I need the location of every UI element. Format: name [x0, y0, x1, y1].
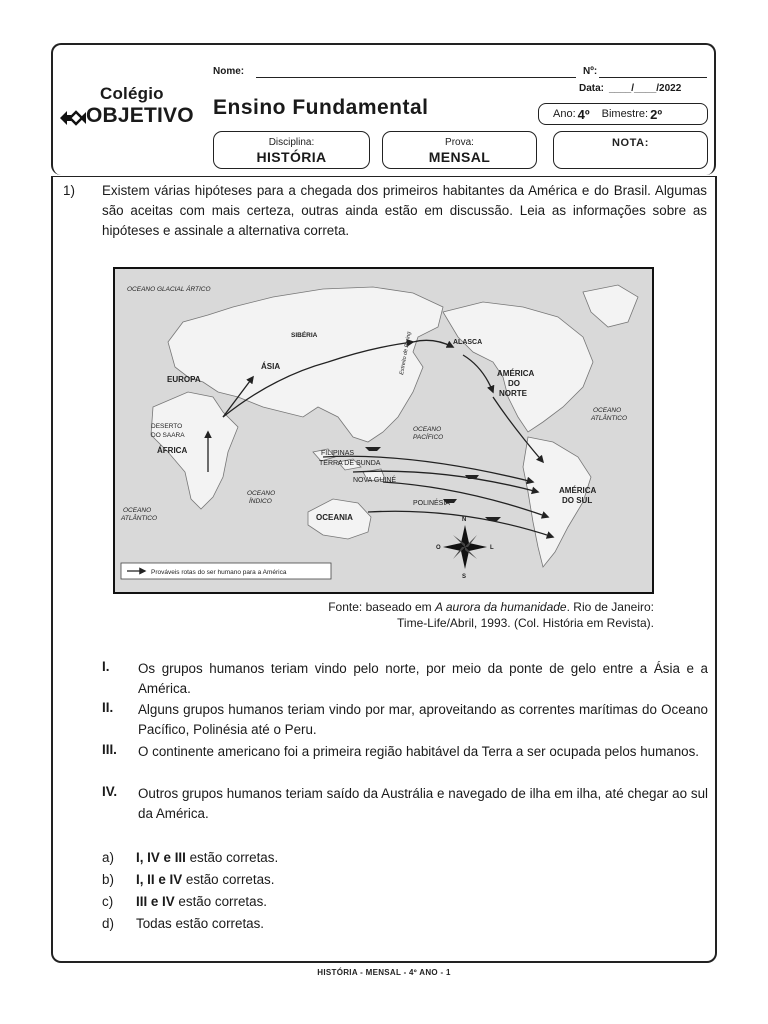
bimestre-label: Bimestre:: [601, 108, 649, 120]
map-legend: [121, 563, 331, 579]
disciplina-label: Disciplina:: [268, 137, 315, 148]
nome-field[interactable]: [256, 77, 576, 78]
map-label-america-norte-2: DO: [508, 379, 520, 388]
map-label-ocean-arctic: OCEANO GLACIAL ÁRTICO: [127, 286, 211, 293]
map-label-bering: Estreito de Bering: [399, 331, 413, 376]
option-b[interactable]: [102, 872, 274, 887]
map-label-oceano-pacifico-1: OCEANO: [413, 426, 442, 433]
nome-label: Nome:: [213, 66, 245, 77]
option-b-text: estão corretas.: [182, 872, 275, 887]
map-label-africa: ÁFRICA: [157, 446, 188, 455]
map-label-filipinas: FILIPINAS: [321, 450, 355, 457]
statement-1-text: Os grupos humanos teriam vindo pelo norte, por meio da ponte de gelo entre a Ásia e a América.: [138, 661, 708, 696]
map-label-america-norte-3: NORTE: [499, 389, 527, 398]
map-label-oceano-atlantico-r2: ATLÂNTICO: [591, 415, 627, 422]
source-prefix: Fonte: baseado em: [328, 600, 435, 614]
numero-label: Nº:: [583, 66, 598, 77]
map-label-terra-sunda: TERRA DE SUNDA: [319, 460, 381, 467]
map-label-europa: EUROPA: [167, 375, 201, 384]
map-label-oceano-pacifico-2: PACÍFICO: [413, 434, 444, 441]
bimestre-value: 2º: [650, 106, 663, 122]
option-d-text: Todas estão corretas.: [136, 916, 265, 931]
source-line2: Time-Life/Abril, 1993. (Col. História em Revista).: [397, 616, 654, 630]
map-label-nova-guine: NOVA GUINÉ: [353, 477, 397, 484]
disciplina-value: HISTÓRIA: [256, 149, 327, 165]
map-label-compass-o: O: [436, 545, 441, 551]
map-label-oceano-atlantico-l1: OCEANO: [123, 507, 152, 514]
statement-2-number: II.: [102, 700, 114, 715]
map-label-asia: ÁSIA: [261, 362, 281, 371]
option-b-bold: I, II e IV: [136, 872, 183, 887]
data-label: Data:: [579, 83, 605, 94]
statement-4-number: IV.: [102, 784, 118, 799]
map-label-america-sul-1: AMÉRICA: [559, 486, 597, 495]
map-label-oceano-indico-2: ÍNDICO: [249, 498, 272, 505]
statement-4-text: Outros grupos humanos teriam saído da Austrália e navegado de ilha em ilha, até chegar ao sul da América.: [138, 786, 708, 821]
option-a-text: estão corretas.: [185, 850, 279, 865]
ano-label: Ano:: [553, 108, 576, 120]
ano-value: 4º: [577, 106, 590, 122]
option-d[interactable]: [102, 916, 264, 931]
statement-3-text: O continente americano foi a primeira região habitável da Terra a ser ocupada pelos humanos.: [138, 744, 699, 759]
statement-3-number: III.: [102, 742, 117, 757]
map-label-oceania: OCEANIA: [316, 513, 353, 522]
option-a-bold: I, IV e III: [136, 850, 186, 865]
option-d-letter: d): [102, 916, 114, 931]
nota-box[interactable]: [553, 131, 708, 169]
logo-text-objetivo: OBJETIVO: [86, 104, 194, 127]
map-label-oceano-indico-1: OCEANO: [247, 490, 276, 497]
map-label-oceano-atlantico-r1: OCEANO: [593, 407, 622, 414]
map-label-oceano-atlantico-l2: ATLÂNTICO: [121, 515, 157, 522]
option-c-bold: III e IV: [136, 894, 175, 909]
map-label-compass-n: N: [462, 517, 467, 523]
map-label-compass-s: S: [462, 574, 467, 580]
option-b-letter: b): [102, 872, 114, 887]
option-c-letter: c): [102, 894, 114, 909]
option-a-letter: a): [102, 850, 114, 865]
prova-value: MENSAL: [428, 149, 491, 165]
world-map-figure: [113, 267, 654, 594]
map-label-deserto-1: DESERTO: [151, 423, 183, 430]
question-number: 1): [63, 183, 75, 198]
prova-box: [382, 131, 537, 169]
prova-label: Prova:: [445, 137, 474, 148]
map-label-alasca: ALASCA: [453, 339, 483, 346]
logo-text-colegio: Colégio: [100, 84, 164, 103]
ano-bimestre-box: [538, 103, 708, 125]
disciplina-box: [213, 131, 370, 169]
statement-2-text: Alguns grupos humanos teriam vindo por mar, aproveitando as correntes marítimas do Oceano Pacífico, Polinésia até o Peru.: [138, 702, 708, 737]
option-a[interactable]: [102, 850, 278, 865]
question-text: Existem várias hipóteses para a chegada dos primeiros habitantes da América e do Brasil. Algumas são aceitas com mais certeza, outras ainda estão em discussão. Leia as informações sobre as hipóteses e assinale a alternativa correta.: [102, 183, 707, 238]
statement-1-number: I.: [102, 659, 110, 674]
option-c[interactable]: [102, 894, 267, 909]
map-label-siberia: SIBÉRIA: [291, 332, 318, 339]
nota-label: NOTA:: [611, 137, 649, 149]
option-c-text: estão corretas.: [174, 894, 267, 909]
map-legend-text: Prováveis rotas do ser humano para a América: [151, 569, 287, 576]
source-book-title: A aurora da humanidade: [434, 600, 567, 614]
data-field[interactable]: ____/____/2022: [609, 83, 682, 94]
page-title: Ensino Fundamental: [213, 96, 429, 119]
page-footer: HISTÓRIA - MENSAL - 4º ANO - 1: [317, 968, 451, 977]
map-label-polinesia: POLINÉSIA: [413, 500, 450, 507]
objetivo-logo-icon: [58, 108, 88, 128]
map-label-america-norte-1: AMÉRICA: [497, 369, 535, 378]
numero-field[interactable]: [599, 77, 707, 78]
map-label-america-sul-2: DO SUL: [562, 496, 593, 505]
map-label-compass-l: L: [490, 545, 494, 551]
map-source-citation: [200, 599, 654, 631]
map-label-deserto-2: DO SAARA: [151, 432, 185, 439]
source-suffix: . Rio de Janeiro:: [566, 600, 654, 614]
